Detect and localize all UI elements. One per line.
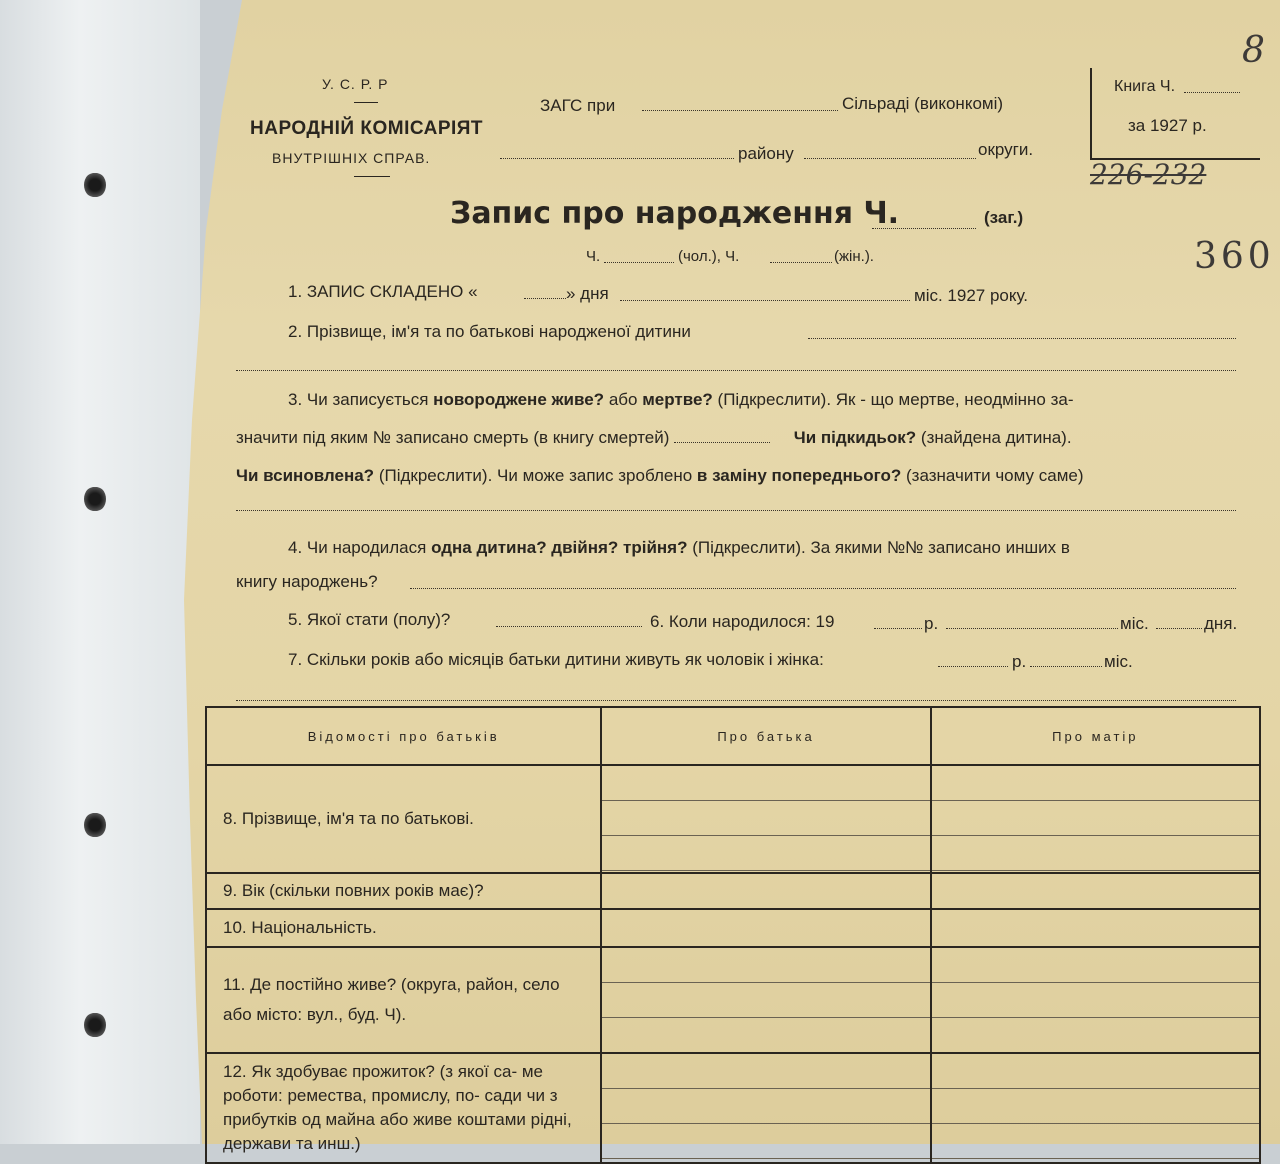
department-label: ВНУТРІШНІХ СПРАВ. (272, 150, 431, 166)
father-residence-cell[interactable] (601, 947, 930, 1053)
page-title: Запис про народження Ч. (450, 196, 900, 231)
raion-label: району (738, 144, 794, 163)
item3-reason-field[interactable] (236, 510, 1236, 511)
item2-field-line2[interactable] (236, 370, 1236, 371)
item7-years-field[interactable] (938, 666, 1008, 667)
item1-month-field[interactable] (620, 300, 910, 301)
mother-age-cell[interactable] (931, 873, 1260, 909)
row-label-age: 9. Вік (скільки повних років має)? (206, 873, 601, 909)
item3-line1: 3. Чи записується новороджене живе? або мертве? (Підкреслити). Як - що мертве, неодмінно за- (288, 390, 1074, 409)
raion-field[interactable] (500, 158, 734, 159)
okruha-field[interactable] (804, 158, 976, 159)
item5-field[interactable] (496, 626, 642, 627)
father-occupation-cell[interactable] (601, 1053, 930, 1163)
title-number-field[interactable] (872, 228, 976, 229)
table-row (206, 873, 1260, 909)
item5-label: 5. Якої стати (полу)? (288, 610, 451, 629)
item1-year-label: міс. 1927 року. (914, 286, 1029, 305)
punch-hole (84, 486, 106, 512)
zags-field[interactable] (642, 110, 838, 111)
mother-occupation-cell[interactable] (931, 1053, 1260, 1163)
male-count-field[interactable] (604, 262, 674, 263)
item7-label: 7. Скільки років або місяців батьки дитини живуть як чоловік і жінка: (288, 650, 824, 669)
header-parents-info: Відомості про батьків (206, 707, 601, 765)
father-age-cell[interactable] (601, 873, 930, 909)
row-label-occupation: 12. Як здобуває прожиток? (з якої са- ме роботи: ремества, промислу, по- сади чи з прибутків од майна або живе коштами рідні, держави та инш.) (206, 1053, 601, 1163)
table-header-row (206, 707, 1260, 765)
zags-prefix: ЗАГС при (540, 96, 616, 115)
commissariat-label: НАРОДНІЙ КОМІСАРІЯТ (250, 118, 484, 139)
father-nationality-cell[interactable] (601, 909, 930, 947)
divider (354, 176, 390, 177)
father-name-cell[interactable] (601, 765, 930, 873)
book-number-label: Книга Ч. (1114, 78, 1176, 95)
subtitle-female: (жін.). (834, 248, 874, 265)
divider (354, 102, 378, 103)
row-label-name: 8. Прізвище, ім'я та по батькові. (206, 765, 601, 873)
table-row (206, 947, 1260, 1053)
table-row (206, 765, 1260, 873)
table-row (206, 909, 1260, 947)
item1-day-field[interactable] (524, 298, 566, 299)
punch-hole (84, 812, 106, 838)
row-label-nationality: 10. Національність. (206, 909, 601, 947)
punch-hole (84, 1012, 106, 1038)
header-father: Про батька (601, 707, 930, 765)
subtitle-ch: Ч. (586, 248, 601, 265)
title-suffix: (заг.) (984, 208, 1024, 227)
state-label: У. С. Р. Р (322, 76, 389, 92)
item6-day-field[interactable] (1156, 628, 1202, 629)
subtitle-male: (чол.), Ч. (678, 248, 740, 265)
item4-line1: 4. Чи народилася одна дитина? двійня? трійня? (Підкреслити). За якими №№ записано инших в (288, 538, 1070, 557)
item3-death-number-field[interactable] (674, 428, 770, 443)
item4-line2: книгу народжень? (236, 572, 378, 591)
punch-hole (84, 172, 106, 198)
item7-years-label: р. (1012, 652, 1027, 671)
mother-name-cell[interactable] (931, 765, 1260, 873)
handwritten-range: 226-232 (1090, 158, 1207, 191)
item7-field-line2[interactable] (236, 700, 1236, 701)
parents-table (205, 706, 1261, 1164)
item1-label: 1. ЗАПИС СКЛАДЕНО « (288, 282, 478, 301)
item3-line2: значити під яким № записано смерть (в книгу смертей) Чи підкидьок? (знайдена дитина). (236, 428, 1072, 447)
book-year-label: за 1927 р. (1128, 116, 1207, 135)
table-row (206, 1053, 1260, 1163)
item7-months-field[interactable] (1030, 666, 1102, 667)
okruha-label: округи. (978, 140, 1034, 159)
zags-suffix: Сільраді (виконкомі) (842, 94, 1004, 113)
mother-nationality-cell[interactable] (931, 909, 1260, 947)
item6-month-label: міс. (1120, 614, 1149, 633)
item4-field[interactable] (410, 588, 1236, 589)
mother-residence-cell[interactable] (931, 947, 1260, 1053)
item6-year-field[interactable] (874, 628, 922, 629)
handwritten-stamp-number: 360 (1194, 236, 1275, 277)
row-label-residence: 11. Де постійно живе? (округа, район, село або місто: вул., буд. Ч). (206, 947, 601, 1053)
book-number-field[interactable] (1184, 92, 1240, 93)
item2-field[interactable] (808, 338, 1236, 339)
item2-label: 2. Прізвище, ім'я та по батькові народженої дитини (288, 322, 691, 341)
handwritten-page-number: 8 (1242, 30, 1265, 71)
item7-months-label: міс. (1104, 652, 1133, 671)
item3-line3: Чи всиновлена? (Підкреслити). Чи може запис зроблено в заміну попереднього? (зазначити чому саме) (236, 466, 1084, 485)
item6-label: 6. Коли народилося: 19 (650, 612, 835, 631)
item6-month-field[interactable] (946, 628, 1118, 629)
item1-day-label: » дня (566, 284, 609, 303)
female-count-field[interactable] (770, 262, 832, 263)
header-mother: Про матір (931, 707, 1260, 765)
item6-year-label: р. (924, 614, 939, 633)
binder-strip (0, 0, 200, 1144)
item6-day-label: дня. (1204, 614, 1238, 633)
